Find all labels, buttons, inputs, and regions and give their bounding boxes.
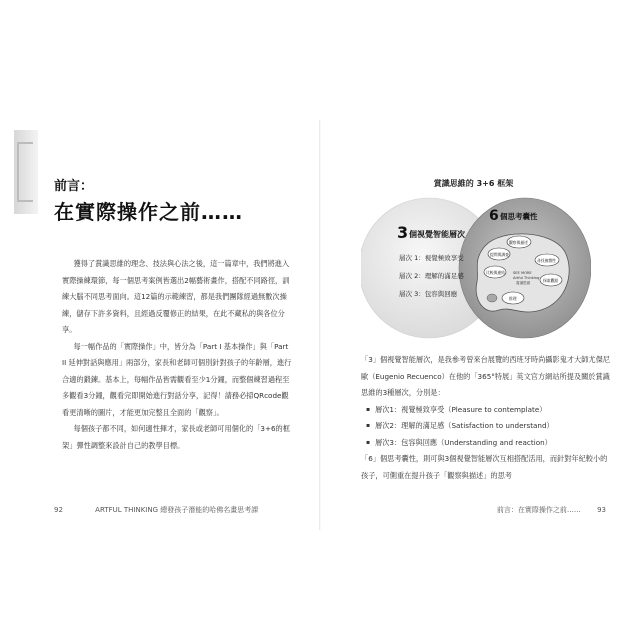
- chapter-title: 在實際操作之前……: [54, 200, 243, 224]
- left-page: [14, 120, 319, 530]
- levels-heading-number: 3: [397, 223, 409, 242]
- list-item: ▪ 層次2：理解的滿足感（Satisfaction to understand）: [375, 418, 611, 435]
- palette-thumb-hole: [487, 294, 497, 302]
- disposition-label: 比較與連結: [486, 270, 505, 275]
- disposition-label: 探索觀點: [543, 278, 559, 283]
- body-paragraph: 每一幅作品的「實際操作」中，皆分為「Part I 基本操作」與「Part II 延伸對話與應用」兩部分，家長和老師可個別針對孩子的年齡層，進行合適的鍛鍊。基本上，每幅作品皆需觀看至少1分鐘，而整個練習過程至多觀看3分鐘，觀看完即開始進行對話分享，記得！請務必掃QRcode觀看更清晰的圖片，才能更加完整且全面的「觀察」。: [62, 341, 292, 417]
- body-paragraph: 「6」個思考囊性，則可與3個視覺智能層次互相搭配活用，而針對年紀較小的孩子，可側重在提升孩子「觀察與描述」的思考: [361, 454, 608, 480]
- dispositions-heading-text: 個思考囊性: [500, 212, 538, 221]
- levels-list: [361, 402, 611, 452]
- running-head: ARTFUL THINKING 總發孩子潛能的哈佛名畫思考課: [95, 506, 259, 514]
- framework-diagram: [361, 194, 591, 342]
- body-paragraph: 「3」個視覺智能層次，是我參考曾來台展覽的西班牙時尚攝影鬼才大師尤傑尼歐（Eugenio Recuenco）在他的「365°特展」英文官方網站所提及關於賞識思維的3種層次，分別是：: [361, 355, 610, 397]
- disposition-label: 尋找複雜性: [537, 258, 556, 263]
- level-item: 層次 1：視覺極致享受: [399, 254, 464, 262]
- section-kicker: 前言：: [54, 179, 94, 194]
- palette-center-text: Artful Thinking: [513, 276, 540, 280]
- level-item: 層次 2：理解的滿足感: [399, 272, 464, 280]
- diagram-title: 賞識思維的 3+6 框架: [433, 179, 514, 188]
- levels-heading-text: 個視覺智能層次: [409, 230, 465, 239]
- disposition-label: 推理: [509, 296, 517, 301]
- level-item: 層次 3：包容與回應: [399, 290, 458, 298]
- decorative-mark: [17, 142, 33, 202]
- right-footer: [497, 505, 606, 515]
- left-body-text: [62, 256, 292, 454]
- dispositions-heading-number: 6: [489, 208, 499, 224]
- list-item: ▪ 層次1：視覺極致享受（Pleasure to contemplate）: [375, 402, 611, 419]
- book-spread: [14, 120, 626, 530]
- running-head: 前言：在實際操作之前……: [496, 506, 581, 514]
- left-footer: [54, 505, 258, 515]
- palette-center-text: 賞識思維: [516, 281, 531, 285]
- decorative-edge-graphic: [14, 130, 38, 214]
- disposition-label: 提問與調查: [490, 252, 509, 257]
- disposition-label: 觀察與描述: [509, 240, 528, 245]
- right-page: [321, 120, 626, 530]
- palette-center-text: SEE MORE: [513, 271, 532, 275]
- page-number: 92: [54, 506, 63, 514]
- list-item: ▪ 層次3：包容與回應（Understanding and reaction）: [375, 435, 611, 452]
- body-paragraph: 每個孩子都不同，如何適性揮才，家長或老師可用個化的「3+6的框架」彈性調整來設計自己的教學目標。: [62, 424, 290, 450]
- page-number: 93: [597, 506, 606, 514]
- body-paragraph: 獲得了賞識思維的理念、技法與心法之後，這一篇章中，我們將進入實際操練環節，每一個思考案例皆選出2幅藝術畫作，搭配不同路徑，訓練大腦不同思考面向。這12篇的示範練習，都是我們團隊經過無數次操練，儲存下許多資料，且經過反覆修正的結果，在此不藏私的與各位分享。: [62, 259, 290, 334]
- right-body-text: [361, 352, 611, 484]
